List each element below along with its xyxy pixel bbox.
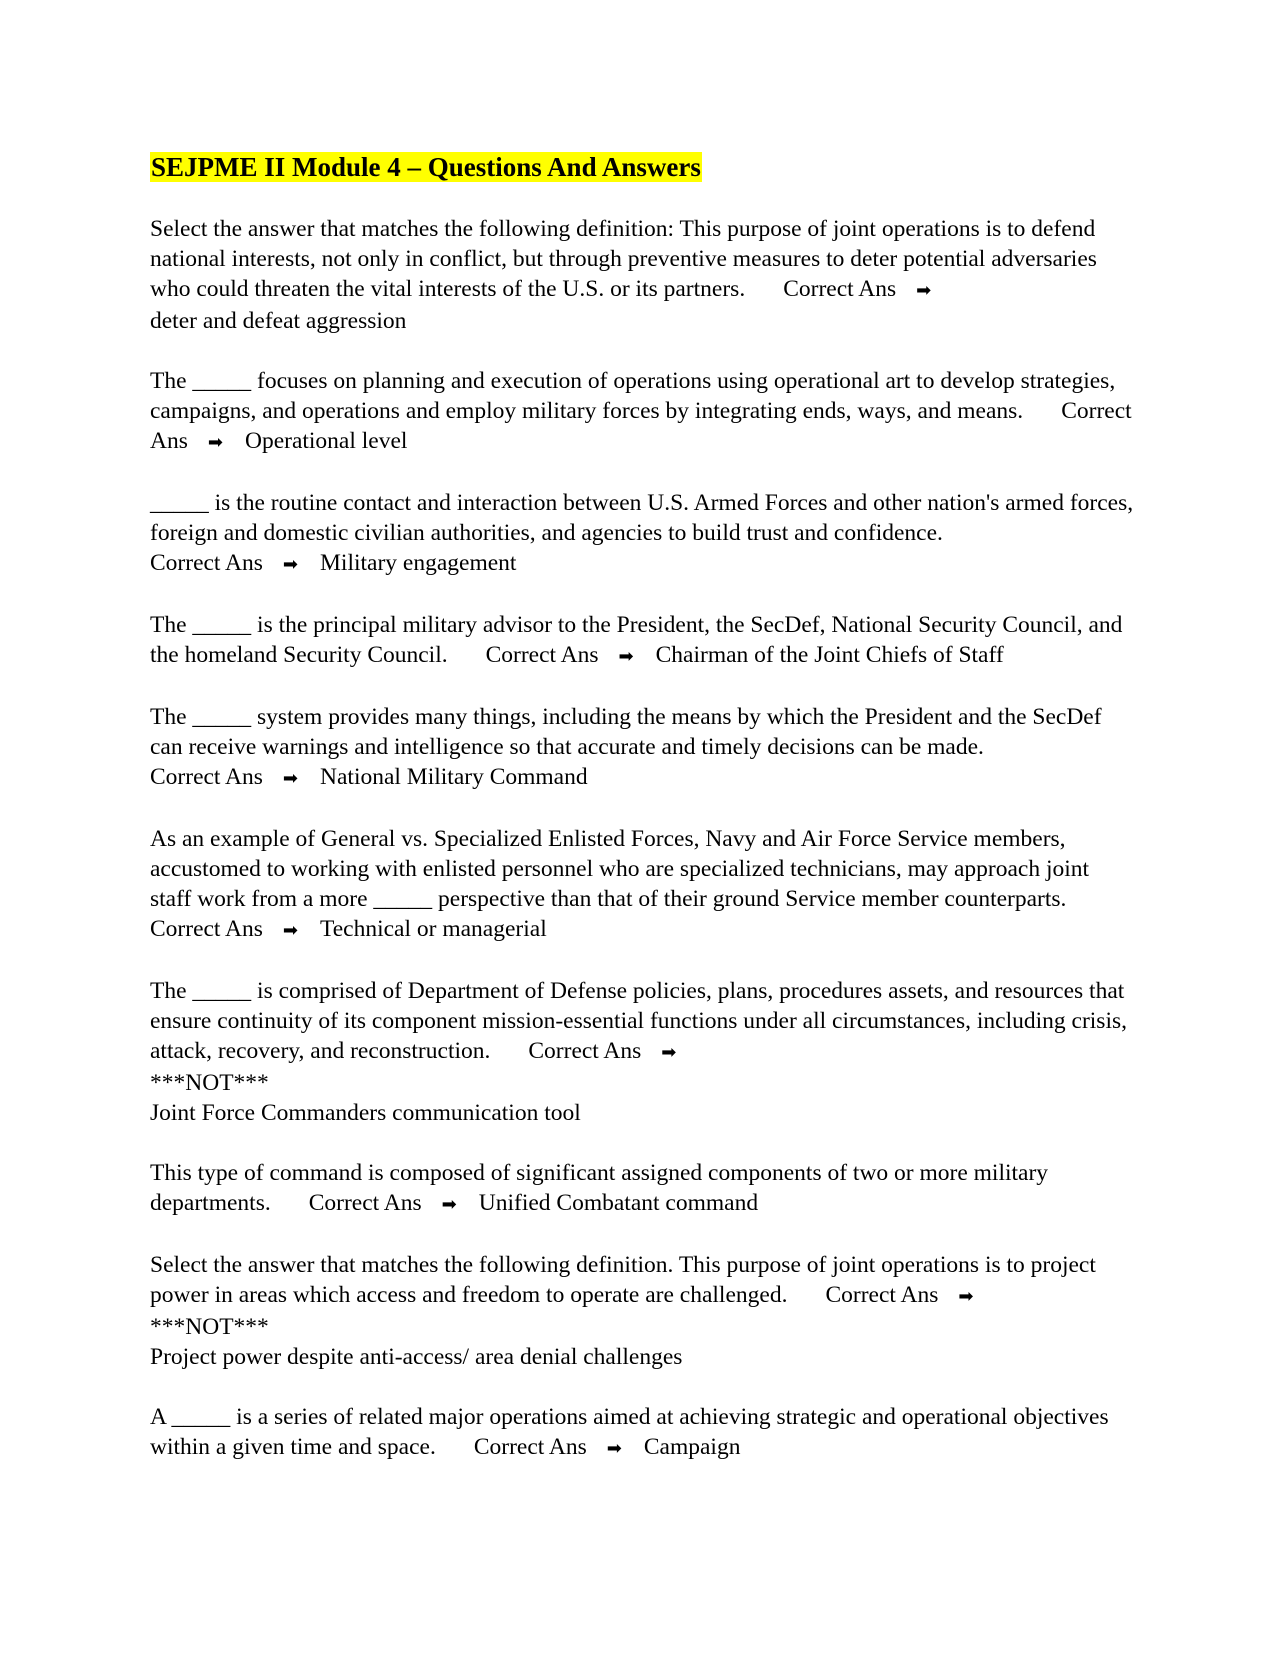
- answer-label: Correct Ans: [485, 642, 599, 668]
- qa-item: [150, 214, 1135, 336]
- answer-label: Correct Ans: [150, 550, 263, 576]
- right-arrow-icon: ➡: [661, 1042, 677, 1063]
- question-text: A _____ is a series of related major operations aimed at achieving strategic and operational objectives within a given time and space.: [150, 1404, 1109, 1460]
- right-arrow-icon: ➡: [282, 768, 299, 789]
- qa-item: [150, 824, 1135, 946]
- question-text: Select the answer that matches the following definition: This purpose of joint operations is to defend national interests, not only in conflict, but through preventive measures to deter potential adversaries who could threaten the vital interests of the U.S. or its partners.: [150, 216, 1097, 302]
- answer-label: Correct Ans: [308, 1190, 422, 1216]
- right-arrow-icon: ➡: [618, 646, 634, 667]
- question-text: The _____ system provides many things, including the means by which the President and the SecDef can receive warnings and intelligence so that accurate and timely decisions can be made.: [150, 704, 1102, 760]
- answer-label: Correct Ans: [528, 1038, 642, 1064]
- answer-text: Technical or managerial: [320, 916, 547, 942]
- right-arrow-icon: ➡: [958, 1286, 974, 1307]
- right-arrow-icon: ➡: [282, 554, 299, 575]
- right-arrow-icon: ➡: [282, 920, 299, 941]
- question-text: As an example of General vs. Specialized Enlisted Forces, Navy and Air Force Service members, accustomed to working with enlisted personnel who are specialized technicians, may approach joint staff work from a more _____ perspective than that of their ground Service member counterparts.: [150, 826, 1090, 912]
- answer-note: ***NOT***: [150, 1070, 269, 1096]
- answer-note: ***NOT***: [150, 1314, 269, 1340]
- answer-label: Correct Ans: [150, 398, 1132, 454]
- qa-item: [150, 1250, 1135, 1372]
- answer-label: Correct Ans: [473, 1434, 587, 1460]
- answer-text: Joint Force Commanders communication tool: [150, 1100, 581, 1126]
- answer-label: Correct Ans: [825, 1282, 939, 1308]
- answer-text: Chairman of the Joint Chiefs of Staff: [655, 642, 1004, 668]
- answer-text: Unified Combatant command: [478, 1190, 759, 1216]
- qa-item: [150, 1158, 1135, 1220]
- question-text: Select the answer that matches the following definition. This purpose of joint operations is to project power in areas which access and freedom to operate are challenged.: [150, 1252, 1096, 1308]
- question-text: The _____ focuses on planning and execution of operations using operational art to develop strategies, campaigns, and operations and employ military forces by integrating ends, ways, and means.: [150, 368, 1116, 424]
- document-title: [150, 150, 1135, 184]
- right-arrow-icon: ➡: [441, 1194, 457, 1215]
- document-page: [150, 150, 1135, 1494]
- question-text: This type of command is composed of significant assigned components of two or more military departments.: [150, 1160, 1049, 1216]
- answer-line: [150, 548, 1135, 580]
- qa-item: [150, 610, 1135, 672]
- question-text: The _____ is the principal military advisor to the President, the SecDef, National Security Council, and the homeland Security Council.: [150, 612, 1123, 668]
- answer-label: Correct Ans: [150, 764, 263, 790]
- qa-item: [150, 976, 1135, 1128]
- right-arrow-icon: ➡: [916, 280, 932, 301]
- question-text: The _____ is comprised of Department of Defense policies, plans, procedures assets, and resources that ensure continuity of its component mission-essential functions under all circumstances, including crisis, attack, recovery, and reconstruction.: [150, 978, 1128, 1064]
- answer-text: National Military Command: [320, 764, 588, 790]
- answer-text: Military engagement: [320, 550, 517, 576]
- answer-label: Correct Ans: [150, 916, 263, 942]
- qa-item: [150, 366, 1135, 458]
- answer-text: deter and defeat aggression: [150, 308, 407, 334]
- answer-text: Campaign: [643, 1434, 741, 1460]
- answer-text: Operational level: [244, 428, 408, 454]
- question-text: _____ is the routine contact and interaction between U.S. Armed Forces and other nation's armed forces, foreign and domestic civilian authorities, and agencies to build trust and confidence.: [150, 490, 1134, 546]
- answer-line: [150, 762, 1135, 794]
- qa-item: [150, 488, 1135, 580]
- answer-text: Project power despite anti-access/ area denial challenges: [150, 1344, 683, 1370]
- document-title-text: SEJPME II Module 4 – Questions And Answers: [151, 152, 701, 182]
- qa-item: [150, 702, 1135, 794]
- right-arrow-icon: ➡: [606, 1438, 622, 1459]
- answer-label: Correct Ans: [783, 276, 897, 302]
- qa-item: [150, 1402, 1135, 1464]
- right-arrow-icon: ➡: [207, 432, 223, 453]
